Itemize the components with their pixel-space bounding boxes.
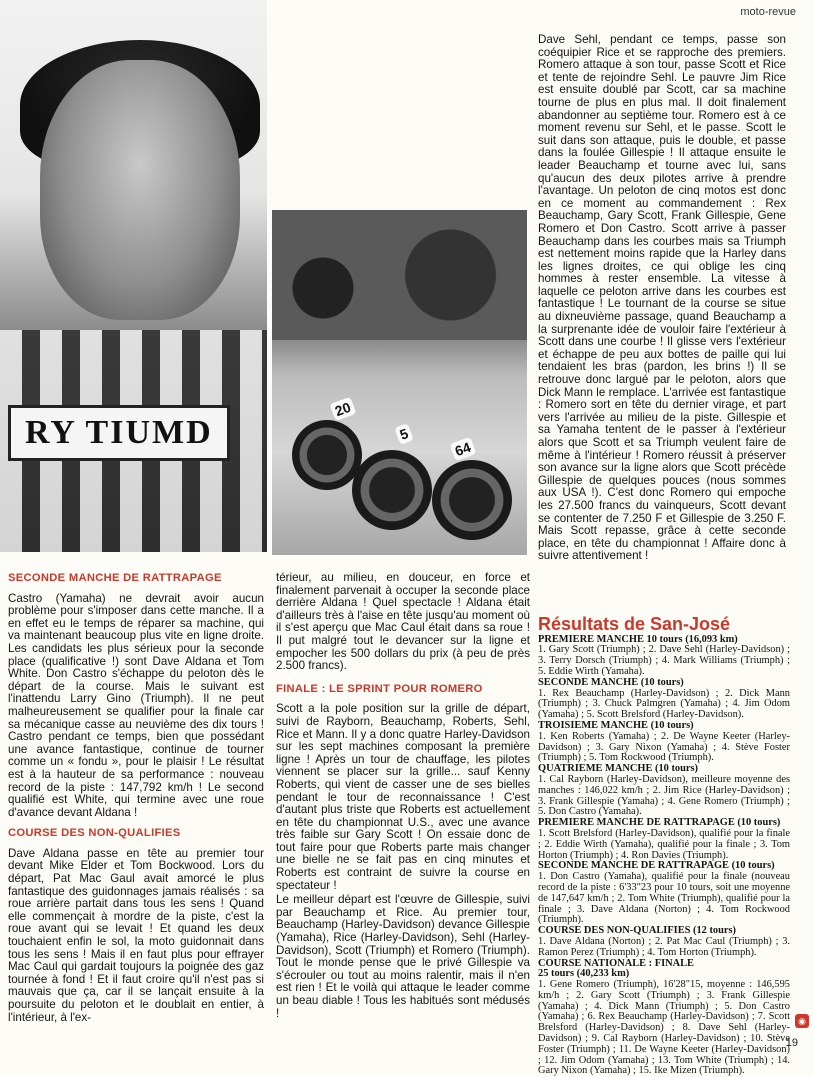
results-line: COURSE NATIONALE : FINALE (538, 957, 694, 969)
section-heading-non-qualifies: COURSE DES NON-QUALIFIES (8, 827, 181, 840)
results-line: COURSE DES NON-QUALIFIES (12 tours) (538, 925, 737, 937)
results-line: 1. Don Castro (Yamaha), qualifié pour la finale (nouveau record de la piste : 6'33"23 pour 10 tours, soit une moyenne de 147,647 km/h ; 2. Tom White (Triumph), qualifié pour la finale ; 3. Dave Aldana (Norton) ; 4. Tom Rockwood (Triumph). (538, 871, 790, 926)
results-line: 1. Rex Beauchamp (Harley-Davidson) ; 2. Dick Mann (Triumph) ; 3. Chuck Palmgren (Yamaha) ; 4. Jim Odom (Yamaha) ; 5. Scott Brelsford (Harley-Davidson). (538, 687, 790, 721)
bike-wheel (432, 460, 512, 540)
paragraph: Scott a la pole position sur la grille de départ, suivi de Rayborn, Beauchamp, Roberts, Sehl, Rice et Mann. Il y a donc quatre Harley-Davidson sur les sept machines composant la première ligne ! Après un tour de chauffage, les pilotes viennent se placer sur la grille... sauf Kenny Roberts, qui vient de casser une de ses bielles pendant le tour de reconnaissance ! C'est d'autant plus triste que Roberts est actuellement en tête du championnat U.S., avec une avance très faible sur Gary Scott ! On essaie donc de tout faire pour que Roberts parte mais changer une bielle ne se fait pas en cinq minutes et Roberts est contraint de suivre la course en spectateur ! (276, 702, 530, 892)
paragraph: Castro (Yamaha) ne devrait avoir aucun problème pour s'imposer dans cette manche. Il a en effet eu le temps de réparer sa machine, qui va maintenant beaucoup plus vite en ligne droite. Les candidats les plus sérieux pour la seconde place (qualificative !) sont Dave Aldana et Tom White. Don Castro s'échappe du peloton dès le départ de la course. Mais le suivant est l'inattendu Larry Gino (Triumph). Il ne peut malheureusement se qualifier pour la finale car sa mécanique casse au neuvième des dix tours ! Castro pendant ce temps, bien que possédant une avance fantastique, continue de tourner comme un « fondu », pour le plaisir ! Le résultat est à la hauteur de sa performance : nouveau record de la piste : 147,792 km/h ! Le second qualifié est White, qui termine avec une roue d'avance devant Aldana ! (8, 591, 264, 819)
paragraph: Dave Aldana passe en tête au premier tour devant Mike Elder et Tom Bockwood. Lors du départ, Pat Mac Gaul avait amorcé le plus fantastique des guidonnages jamais réalisés : sa roue arrière partait dans tous les sens ! Quand elle commençait à mordre de la piste, c'est la roue avant qui se levait ! Et quand les deux touchaient enfin le sol, la moto guidonnait dans tous les sens ! Mais il en faut plus pour effrayer Mac Caul qui gardait toujours la poignée des gaz tournée à fond ! Et il faut croire qu'il n'est pas si mauvais que ça, car il se lançait ensuite à la poursuite du peloton et le doublait en entier, à l'intérieur, à l'ex- (8, 846, 264, 1024)
results-line: 1. Gene Romero (Triumph), 16'28"15, moyenne : 146,595 km/h ; 2. Gary Scott (Triumph) ; 3. Frank Gillespie (Yamaha) ; 4. Dick Mann (Triumph) ; 5. Don Castro (Yamaha) ; 6. Rex Beauchamp (Harley-Davidson) ; 7. Scott Brelsford (Harley-Davidson) ; 8. Dave Sehl (Harley-Davidson) ; 9. Cal Rayborn (Harley-Davidson) ; 10. Stève Foster (Triumph) ; 11. De Wayne Keeter (Harley-Davidson) ; 12. Jim Odom (Yamaha) ; 13. Tom White (Triumph) ; 14. Gary Nixon (Yamaha) ; 15. Ike Mizen (Triumph). (538, 979, 790, 1077)
results-column (538, 614, 790, 1077)
section-heading-finale: FINALE : LE SPRINT POUR ROMERO (276, 682, 483, 695)
results-list (538, 635, 790, 1077)
rider-portrait-photo (0, 0, 267, 552)
right-top-text: Dave Sehl, pendant ce temps, passe son coéquipier Rice et se rapproche des premiers. Romero attaque à son tour, passe Scott et Rice et tente de rejoindre Sehl. Le pauvre Jim Rice est ensuite doublé par Scott, car sa machine tourne de plus en plus mal. Il doit finalement abandonner au septième tour. Romero est à ce moment revenu sur Sehl, et le passe. Scott le suit dans son attaque, puis le double, et passe dans la foulée Gillespie ! Il attaque ensuite le leader Beauchamp et tourne avec lui, sans qu'aucun des deux pilotes arrive à prendre l'avantage. Un peloton de cinq motos est donc en ce moment au commandement : Rex Beauchamp, Gary Scott, Frank Gillespie, Gene Romero et Don Castro. Scott arrive à passer Beauchamp dans les courbes mais sa Triumph est nettement moins rapide que la Harley dans les lignes droites, ce qui oblige les cinq hommes à rester ensemble. La vitesse à laquelle ce peloton arrive dans les courbes est fantastique ! Le tournant de la course se situe au dixneuvième passage, quand Beauchamp a la surprenante idée de vouloir faire l'extérieur à Scott dans une courbe ! Il glisse vers l'extérieur et échappe de peu aux bottes de paille qui lui tendaient les bras (pardon, les brins !) Il se retrouve donc largué par le peloton, alors que Dick Mann le remplace. L'arrivée est fantastique : Romero sort en tête du dernier virage, et part vers l'arrivée au milieu de la piste. Gillespie et sa Yamaha tentent de le passer à l'extérieur alors que Scott et sa Triumph veulent faire de même à l'intérieur ! Romero réussit à préserver son avance sur la ligne alors que Scott précède Gillespie de quelques pouces (nous sommes aux USA !). C'est donc Romero qui empoche les 27.500 francs du vainqueurs, Scott devant se contenter de 7.250 F et Gillespie de 3.250 F. Mais Scott repasse, grâce à cette seconde place, en tête du championnat ! Affaire donc à suivre attentivement ! (538, 33, 786, 563)
results-line: 1. Gary Scott (Triumph) ; 2. Dave Sehl (Harley-Davidson) ; 3. Terry Dorsch (Triumph) ; 4. Mark Williams (Triumph) ; 5. Eddie Wirth (Yamaha). (538, 644, 790, 677)
column-2 (276, 572, 530, 1022)
magazine-logo-icon: ◉ (795, 1014, 809, 1028)
photo-trees (272, 210, 527, 340)
race-number: 64 (450, 437, 476, 461)
results-line: PREMIERE MANCHE DE RATTRAPAGE (10 tours) (538, 817, 781, 829)
results-line: 1. Scott Brelsford (Harley-Davidson), qualifié pour la finale ; 2. Eddie Wirth (Yamaha), qualifié pour la finale ; 3. Tom Horton (Triumph) ; 4. Ron Davies (Triumph). (538, 827, 790, 861)
results-line: 1. Cal Rayborn (Harley-Davidson), meilleure moyenne des manches : 146,022 km/h ; 2. Jim Rice (Harley-Davidson) ; 3. Frank Gillespie (Yamaha) ; 4. Gene Romero (Triumph) ; 5. Don Castro (Yamaha). (538, 773, 790, 818)
paragraph: térieur, au milieu, en douceur, en force et finalement parvenait à occuper la seconde place derrière Aldana ! Quel spectacle ! Aldana était d'ailleurs très à l'aise en tête jusqu'au moment où il s'est aperçu que Mac Caul était dans sa roue ! Il put malgré tout le devancer sur la ligne et empocher les 500 dollars du prix (à peu de près 2.500 francs). (276, 571, 530, 673)
portrait-face (40, 60, 240, 320)
race-action-photo (272, 210, 527, 555)
results-line: SECONDE MANCHE DE RATTRAPAGE (10 tours) (538, 860, 775, 872)
section-heading-rattrapage: SECONDE MANCHE DE RATTRAPAGE (8, 572, 222, 584)
shirt-patch: RY TIUMD (8, 405, 230, 461)
paragraph: Le meilleur départ est l'œuvre de Gillespie, suivi par Beauchamp et Rice. Au premier tour, Beauchamp (Harley-Davidson) devance Gillespie (Yamaha), Rice (Harley-Davidson), Sehl (Harley-Davidson), Scott (Triumph) et Romero (Triumph). Tout le monde pense que le privé Gillespie va s'écrouler ou tout au moins ralentir, mais il n'en est rien ! Et le voilà qui attaque le leader comme un beau diable ! Tous les habitués sont médusés ! (276, 893, 530, 1020)
race-number: 20 (330, 397, 356, 421)
right-top-column (538, 34, 786, 565)
column-1 (8, 572, 264, 1026)
magazine-header: moto-revue (740, 6, 796, 18)
bike-wheel (292, 420, 362, 490)
page-number: 19 (785, 1037, 798, 1049)
results-line: TROISIEME MANCHE (10 tours) (538, 719, 694, 731)
results-line: 1. Ken Roberts (Yamaha) ; 2. De Wayne Keeter (Harley-Davidson) ; 3. Gary Nixon (Yamaha) ; 4. Stève Foster (Triumph) ; 5. Tom Rockwood (Triumph). (538, 730, 790, 764)
race-number: 5 (394, 423, 413, 445)
results-line: 25 tours (40,233 km) (538, 968, 630, 980)
results-line: PREMIERE MANCHE 10 tours (16,093 km) (538, 633, 738, 645)
results-line: QUATRIEME MANCHE (10 tours) (538, 763, 698, 775)
results-title: Résultats de San-José (538, 614, 731, 634)
results-line: 1. Dave Aldana (Norton) ; 2. Pat Mac Caul (Triumph) ; 3. Ramon Perez (Triumph) ; 4. Tom Horton (Triumph). (538, 935, 790, 958)
results-line: SECONDE MANCHE (10 tours) (538, 676, 684, 688)
bike-wheel (352, 450, 432, 530)
